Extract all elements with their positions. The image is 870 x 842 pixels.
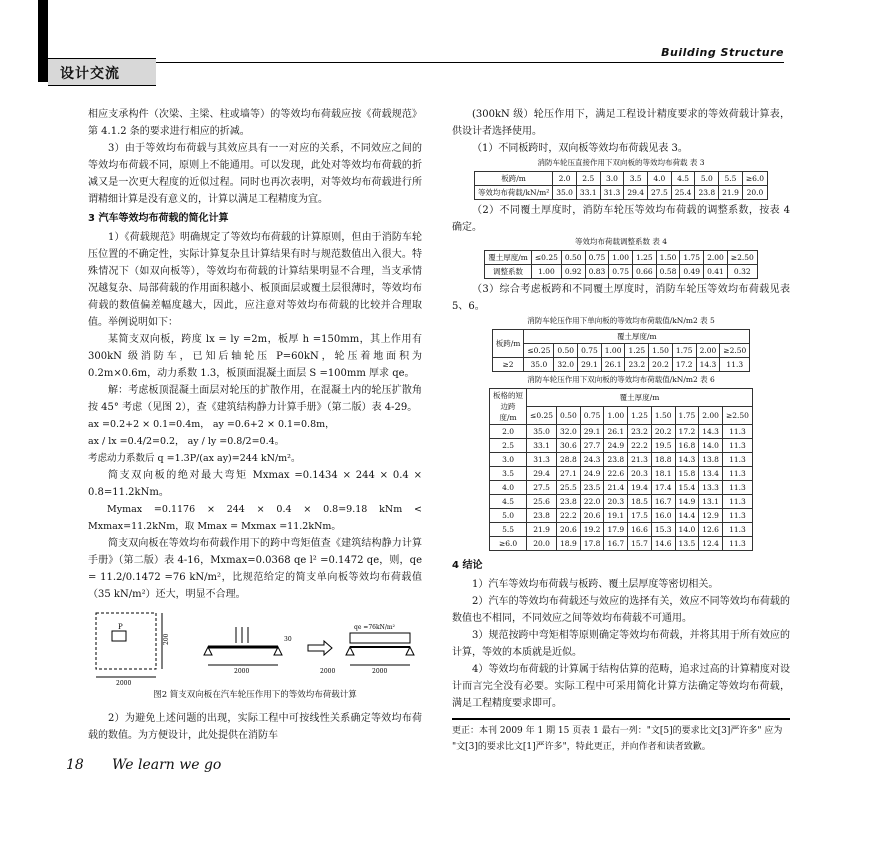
table-cell: 1.00: [601, 344, 625, 358]
table-cell: 17.9: [604, 523, 628, 537]
table-cell: 0.66: [632, 265, 656, 279]
dim-text: 2000: [234, 668, 250, 675]
table-cell: 0.83: [585, 265, 609, 279]
table-cell: 24.3: [580, 453, 604, 467]
table-3-title: 消防车轮压直接作用下双向板的等效均布荷载 表 3: [537, 158, 705, 167]
table-cell: 0.49: [680, 265, 704, 279]
table-cell: 18.5: [628, 495, 652, 509]
table-cell: 23.5: [580, 481, 604, 495]
table-cell: 5.0: [490, 509, 527, 523]
table-4: [484, 250, 758, 279]
table-cell: 26.1: [604, 425, 628, 439]
table-cell: 11.3: [722, 425, 752, 439]
table-cell: ≥2.50: [720, 344, 750, 358]
dim-text: 200: [163, 633, 170, 645]
table-cell: 31.3: [527, 453, 557, 467]
table-cell: 19.2: [580, 523, 604, 537]
table-cell: ≤0.25: [524, 344, 554, 358]
table-cell: 0.50: [557, 407, 581, 425]
table-cell: ≤0.25: [531, 251, 561, 265]
table-cell: 14.0: [699, 439, 723, 453]
table-cell: 1.00: [531, 265, 561, 279]
table-cell: 11.3: [722, 495, 752, 509]
load-patch: [112, 631, 126, 641]
table-cell: 14.6: [651, 537, 675, 551]
table-cell: 25.4: [671, 186, 695, 200]
table-cell: 18.1: [651, 467, 675, 481]
table-cell: 1.25: [628, 407, 652, 425]
table-cell: 2.0: [553, 172, 577, 186]
table-cell: 27.1: [557, 467, 581, 481]
table-cell: 16.7: [651, 495, 675, 509]
table-cell: 1.00: [609, 251, 633, 265]
table-cell: 1.25: [632, 251, 656, 265]
table-cell: 12.4: [699, 537, 723, 551]
support: [346, 647, 354, 655]
table-cell: 20.6: [580, 509, 604, 523]
table-cell: 17.4: [651, 481, 675, 495]
table-cell: 1.75: [675, 407, 699, 425]
table-row: [490, 467, 753, 481]
table-cell: 3.0: [490, 453, 527, 467]
table-row: [490, 523, 753, 537]
dim-text: 30: [284, 636, 292, 643]
table-cell: 21.3: [628, 453, 652, 467]
section-heading: 3 汽车等效均布荷载的简化计算: [88, 213, 229, 224]
table-cell: ≥2.50: [722, 407, 752, 425]
table-cell: 32.0: [557, 425, 581, 439]
paragraph: （1）不同板跨时，双向板等效均布荷载见表 3。: [472, 143, 688, 154]
table-cell: 17.8: [580, 537, 604, 551]
table-cell: 4.5: [671, 172, 695, 186]
paragraph: 相应支承构件（次梁、主梁、柱或墙等）的等效均布荷载应按《荷载规范》第 4.1.2 条的要求进行相应的折减。: [88, 109, 422, 137]
table-cell: 14.0: [675, 523, 699, 537]
figure-2: [88, 607, 422, 687]
table-cell: 22.0: [580, 495, 604, 509]
table-cell: 4.0: [490, 481, 527, 495]
conclusion-item: 4）等效均布荷载的计算属于结构估算的范畴，追求过高的计算精度对设计而言完全没有必要。实际工程中可采用简化计算方法确定等效均布荷载，满足工程精度要求即可。: [452, 664, 790, 709]
table-header: 板跨/m: [492, 330, 524, 358]
table-row: [490, 509, 753, 523]
table-cell: 13.5: [675, 537, 699, 551]
table-cell: ≥2.50: [727, 251, 757, 265]
table-cell: 13.8: [699, 453, 723, 467]
table-cell: 2.0: [490, 425, 527, 439]
dim-text: 2000: [372, 668, 388, 675]
table-cell: 29.1: [578, 358, 602, 372]
table-cell: 28.8: [557, 453, 581, 467]
formula: 考虑动力系数后 q =1.3P/(ax ay)=244 kN/m²。: [88, 453, 301, 464]
table-cell: 27.5: [648, 186, 672, 200]
table-cell: 24.9: [580, 467, 604, 481]
table-cell: 0.92: [561, 265, 585, 279]
table-6-title: 消防车轮压作用下双向板的等效均布荷载值/kN/m2 表 6: [527, 375, 715, 384]
table-cell: 5.5: [490, 523, 527, 537]
table-cell: 25.6: [527, 495, 557, 509]
table-cell: 17.2: [672, 358, 696, 372]
table-cell: 35.0: [524, 358, 554, 372]
table-cell: 33.1: [576, 186, 600, 200]
load-label: qe =76kN/m²: [354, 624, 395, 631]
table-cell: 23.8: [527, 509, 557, 523]
section-title: 设计交流: [60, 66, 120, 82]
table-cell: 15.7: [628, 537, 652, 551]
table-cell: 21.9: [527, 523, 557, 537]
table-cell: 3.5: [624, 172, 648, 186]
table-cell: 20.3: [628, 467, 652, 481]
header-rule: [156, 62, 784, 63]
table-cell: 12.6: [699, 523, 723, 537]
table-cell: 35.0: [553, 186, 577, 200]
table-cell: 0.75: [609, 265, 633, 279]
table-row: [490, 439, 753, 453]
table-cell: 20.6: [557, 523, 581, 537]
table-cell: 11.3: [720, 358, 750, 372]
arrow-icon: [308, 641, 332, 655]
figure-2-diagram: [88, 607, 422, 687]
table-6: [489, 388, 753, 551]
table-cell: ≥6.0: [490, 537, 527, 551]
table-cell: 19.1: [604, 509, 628, 523]
table-cell: 0.75: [585, 251, 609, 265]
table-5: [492, 329, 751, 372]
table-cell: 11.3: [722, 537, 752, 551]
paragraph: 简支双向板的绝对最大弯矩 Mxmax =0.1434 × 244 × 0.4 × 0.8=11.2kNm。: [88, 470, 422, 498]
table-cell: 24.9: [604, 439, 628, 453]
table-cell: 4.5: [490, 495, 527, 509]
table-cell: 14.3: [696, 358, 720, 372]
table-cell: 19.4: [628, 481, 652, 495]
conclusion-item: 1）汽车等效均布荷载与板跨、覆土层厚度等密切相关。: [472, 579, 719, 590]
example-statement: 某简支双向板，跨度 lx = ly =2m，板厚 h =150mm，其上作用有 300kN 级消防车，已知后轴轮压 P=60kN，轮压着地面积为 0.2m×0.6m，动力系数 1.3，板顶面混凝土面层 S =100mm 厚求 qe。: [88, 334, 422, 379]
table-cell: 11.3: [722, 467, 752, 481]
table-cell: 1.75: [680, 251, 704, 265]
table-cell: 29.1: [580, 425, 604, 439]
right-column: [452, 106, 790, 755]
table-cell: 20.0: [527, 537, 557, 551]
table-cell: 2.5: [576, 172, 600, 186]
table-3: [474, 171, 768, 200]
table-cell: 14.9: [675, 495, 699, 509]
table-cell: 15.8: [675, 467, 699, 481]
support: [406, 647, 414, 655]
table-cell: 0.58: [656, 265, 680, 279]
table-cell: 25.5: [557, 481, 581, 495]
table-cell: 20.2: [651, 425, 675, 439]
table-cell: 20.0: [742, 186, 767, 200]
dim-text: 2000: [320, 668, 336, 675]
paragraph: （3）综合考虑板跨和不同覆土厚度时，消防车轮压等效均布荷载见表 5、6。: [452, 284, 790, 312]
journal-name: Building Structure: [661, 46, 784, 59]
table-row: [490, 453, 753, 467]
table-cell: 29.4: [624, 186, 648, 200]
table-cell: 5.0: [695, 172, 719, 186]
table-cell: 22.2: [557, 509, 581, 523]
table-cell: 0.50: [554, 344, 578, 358]
conclusion-item: 2）汽车的等效均布荷载还与效应的选择有关，效应不同等效均布荷载的数值也不相同，不同效应之间等效均布荷载不可通用。: [452, 596, 790, 624]
formula: ax / lx =0.4/2=0.2， ay / ly =0.8/2=0.4。: [88, 436, 285, 447]
table-cell: 22.2: [628, 439, 652, 453]
table-cell: 11.3: [722, 453, 752, 467]
page-number: 18: [66, 757, 84, 773]
table-cell: 18.8: [651, 453, 675, 467]
paragraph: 2）为避免上述问题的出现，实际工程中可按线性关系确定等效均布荷载的数值。为方便设计，此处提供在消防车: [88, 713, 422, 741]
table-cell: 16.7: [604, 537, 628, 551]
table-cell: 35.0: [527, 425, 557, 439]
table-cell: 11.3: [722, 481, 752, 495]
table-cell: 14.3: [675, 453, 699, 467]
table-row: [490, 537, 753, 551]
table-cell: 11.3: [722, 523, 752, 537]
table-cell: 12.9: [699, 509, 723, 523]
table-cell: 11.3: [722, 509, 752, 523]
table-cell: ≥2: [492, 358, 524, 372]
figure-caption: 图2 简支双向板在汽车轮压作用下的等效均布荷载计算: [153, 690, 357, 700]
table-cell: 5.5: [719, 172, 743, 186]
table-cell: 16.0: [651, 509, 675, 523]
solution-text: 解：考虑板顶混凝土面层对轮压的扩散作用，在混凝土内的轮压扩散角按 45° 考虑（见图 2），查《建筑结构静力计算手册》（第二版）表 4-29。: [88, 385, 422, 413]
table-cell: 16.6: [628, 523, 652, 537]
section-heading: 4 结论: [452, 560, 483, 571]
table-cell: 3.5: [490, 467, 527, 481]
table-cell: 21.4: [604, 481, 628, 495]
formula: ax =0.2+2 × 0.1=0.4m， ay =0.6+2 × 0.1=0.8m，: [88, 419, 335, 430]
table-cell: 32.0: [554, 358, 578, 372]
table-cell: 21.9: [719, 186, 743, 200]
table-cell: 1.00: [604, 407, 628, 425]
table-cell: 2.5: [490, 439, 527, 453]
uniform-load: [350, 633, 410, 643]
table-cell: 15.3: [651, 523, 675, 537]
table-cell: 14.3: [699, 425, 723, 439]
table-cell: 1.50: [651, 407, 675, 425]
table-cell: 22.6: [604, 467, 628, 481]
table-header: 等效均布荷载/kN/m²: [474, 186, 552, 200]
table-header: 调整系数: [485, 265, 532, 279]
table-cell: 27.5: [527, 481, 557, 495]
table-cell: 0.75: [578, 344, 602, 358]
paragraph: 3）由于等效均布荷载与其效应具有一一对应的关系，不同效应之间的等效均布荷载不同，原则上不能通用。可以发现，此处对等效均布荷载的折减又是一次更大程度的近似过程。同时也再次表明，对等效均布荷载进行所谓精细计算是没有意义的，计算以满足工程精度为宜。: [88, 143, 422, 205]
errata-note: 更正：本刊 2009 年 1 期 15 页表 1 最右一列："文[5]的要求比文[3]严许多" 应为 "文[3]的要求比文[1]严许多"，特此更正，并向作者和读者致歉。: [452, 718, 790, 755]
table-header: 覆土厚度/m: [527, 389, 753, 407]
table-cell: 23.8: [695, 186, 719, 200]
table-cell: 30.6: [557, 439, 581, 453]
table-cell: 20.2: [649, 358, 673, 372]
table-cell: 0.32: [727, 265, 757, 279]
left-column: [88, 106, 422, 744]
section-tab: [48, 58, 156, 86]
header-bar: [38, 0, 48, 82]
table-row: [490, 495, 753, 509]
table-cell: 4.0: [648, 172, 672, 186]
table-cell: 23.8: [557, 495, 581, 509]
table-cell: 2.00: [699, 407, 723, 425]
table-cell: 13.1: [699, 495, 723, 509]
table-cell: ≤0.25: [527, 407, 557, 425]
footer-tagline: We learn we go: [112, 757, 222, 773]
table-cell: 23.2: [625, 358, 649, 372]
paragraph: (300kN 级）轮压作用下，满足工程设计精度要求的等效荷载计算表，供设计者选择使用。: [452, 109, 790, 137]
table-cell: 23.2: [628, 425, 652, 439]
table-cell: 29.4: [527, 467, 557, 481]
table-header: 板跨/m: [474, 172, 552, 186]
paragraph: （2）不同覆土厚度时，消防车轮压等效均布荷载的调整系数，按表 4 确定。: [452, 205, 790, 233]
table-cell: 0.41: [704, 265, 728, 279]
table-row: [490, 481, 753, 495]
table-cell: 26.1: [601, 358, 625, 372]
table-cell: 1.25: [625, 344, 649, 358]
table-4-title: 等效均布荷载调整系数 表 4: [574, 237, 668, 246]
table-cell: 27.7: [580, 439, 604, 453]
table-cell: 17.2: [675, 425, 699, 439]
paragraph: 简支双向板在等效均布荷载作用下的跨中弯矩值查《建筑结构静力计算手册》（第二版）表 4-16，Mxmax=0.0368 qe l² =0.1472 qe，则，qe = 11.2/0.1472 =76 kN/m²，比规范给定的简支单向板等效均布荷载值（35 kN/m²）还大，明显不合理。: [88, 538, 422, 600]
load-label: P: [118, 623, 123, 631]
table-cell: 2.00: [696, 344, 720, 358]
table-cell: 11.3: [722, 439, 752, 453]
dim-text: 2000: [116, 680, 132, 687]
table-cell: 23.8: [604, 453, 628, 467]
table-header: 板格的短边跨度/m: [490, 389, 527, 425]
table-cell: 1.75: [672, 344, 696, 358]
table-row: [490, 425, 753, 439]
table-cell: 20.3: [604, 495, 628, 509]
table-cell: 31.3: [600, 186, 624, 200]
table-cell: 13.3: [699, 481, 723, 495]
table-cell: 1.50: [649, 344, 673, 358]
table-cell: 0.50: [561, 251, 585, 265]
table-cell: 13.4: [699, 467, 723, 481]
table-5-title: 消防车轮压作用下单向板的等效均布荷载值/kN/m2 表 5: [527, 316, 715, 325]
table-cell: 14.4: [675, 509, 699, 523]
table-cell: 1.50: [656, 251, 680, 265]
table-cell: 0.75: [580, 407, 604, 425]
table-cell: 16.8: [675, 439, 699, 453]
table-header: 覆土厚度/m: [485, 251, 532, 265]
table-cell: 3.0: [600, 172, 624, 186]
conclusion-item: 3）规范按跨中弯矩相等原则确定等效均布荷载，并将其用于所有效应的计算，等效的本质就是近似。: [452, 630, 790, 658]
table-header: 覆土厚度/m: [524, 330, 750, 344]
paragraph: 1）《荷载规范》明确规定了等效均布荷载的计算原则，但由于消防车轮压位置的不确定性，实际计算复杂且计算结果有时与规范数值出入很大。特殊情况下（如双向板等），等效均布荷载的计算结果明显不合理，当支承情况越复杂、局部荷载的作用面积越小、板顶面层或覆土层很薄时，等效均布荷载的数值偏差幅度越大，因此，应注意对等效均布荷载的比较并合理取值。举例说明如下：: [88, 232, 422, 328]
table-cell: 17.5: [628, 509, 652, 523]
table-cell: 15.4: [675, 481, 699, 495]
table-cell: 2.00: [704, 251, 728, 265]
table-cell: ≥6.0: [742, 172, 767, 186]
table-cell: 33.1: [527, 439, 557, 453]
table-cell: 18.9: [557, 537, 581, 551]
table-cell: 19.5: [651, 439, 675, 453]
formula: Mymax =0.1176 × 244 × 0.4 × 0.8=9.18 kNm < Mxmax=11.2kNm，取 Mmax = Mxmax =11.2kNm。: [88, 504, 422, 532]
